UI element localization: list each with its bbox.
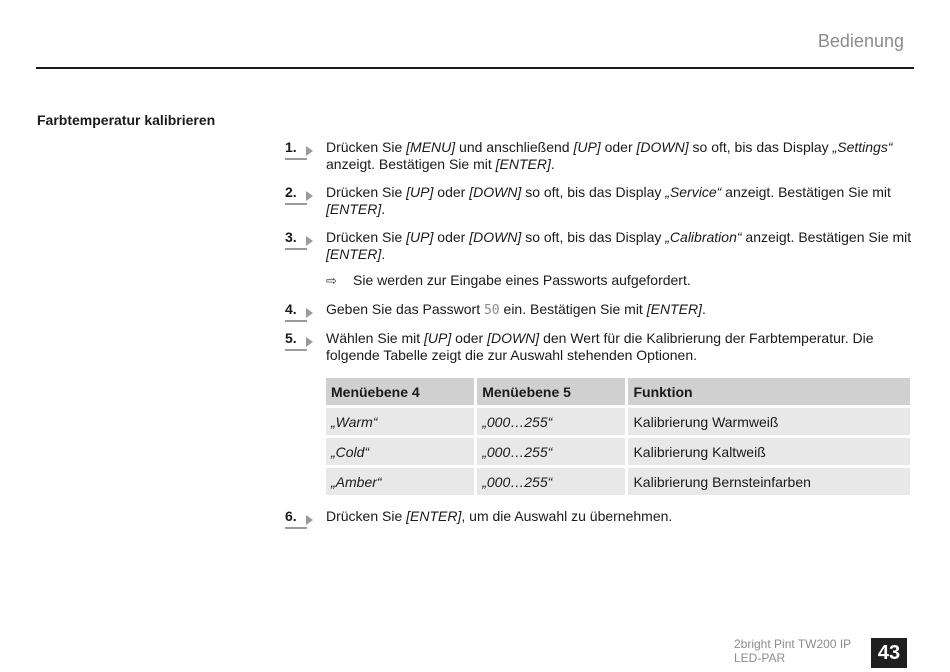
step-text: Drücken Sie [UP] oder [DOWN] so oft, bis das Display „Service“ anzeigt. Bestätigen Sie mit [ENTER]. xyxy=(326,184,891,217)
options-table xyxy=(323,375,913,498)
step-number-underline xyxy=(285,203,307,205)
table-row xyxy=(326,438,910,465)
step-arrow-icon xyxy=(306,146,313,156)
step-number: 3. xyxy=(285,229,297,245)
step-result-text: Sie werden zur Eingabe eines Passworts aufgefordert. xyxy=(353,272,691,288)
section-heading: Farbtemperatur kalibrieren xyxy=(37,112,216,128)
header-divider xyxy=(36,67,914,69)
step-1 xyxy=(285,139,915,173)
step-arrow-icon xyxy=(306,236,313,246)
table-cell: „Warm“ xyxy=(326,408,474,435)
step-2 xyxy=(285,184,915,218)
footer-product-line: LED-PAR xyxy=(734,651,786,665)
footer-product-line: 2bright Pint TW200 IP xyxy=(734,637,852,651)
step-arrow-icon xyxy=(306,191,313,201)
step-text: Geben Sie das Passwort 50 ein. Bestätigen Sie mit [ENTER]. xyxy=(326,301,706,318)
table-header-cell: Menüebene 4 xyxy=(326,378,474,405)
step-3 xyxy=(285,229,915,263)
step-arrow-icon xyxy=(306,337,313,347)
table-cell: „Amber“ xyxy=(326,468,474,495)
step-text: Drücken Sie [UP] oder [DOWN] so oft, bis das Display „Calibration“ anzeigt. Bestätigen Sie mit [ENTER]. xyxy=(326,229,912,262)
step-6 xyxy=(285,508,915,525)
step-5 xyxy=(285,330,915,364)
step-number-underline xyxy=(285,158,307,160)
step-number-underline xyxy=(285,320,307,322)
table-header-row xyxy=(326,378,910,405)
step-result xyxy=(285,272,915,289)
table-cell: Kalibrierung Kaltweiß xyxy=(628,438,910,465)
table-cell: „000…255“ xyxy=(477,468,625,495)
header-title: Bedienung xyxy=(817,31,904,51)
table-row xyxy=(326,468,910,495)
step-number-underline xyxy=(285,248,307,250)
step-number-underline xyxy=(285,349,307,351)
table-header-cell: Funktion xyxy=(628,378,910,405)
result-arrow-icon: ⇨ xyxy=(326,273,337,288)
step-number: 1. xyxy=(285,139,297,155)
step-number: 4. xyxy=(285,301,297,317)
table-cell: Kalibrierung Warmweiß xyxy=(628,408,910,435)
table-cell: „Cold“ xyxy=(326,438,474,465)
table-header-cell: Menüebene 5 xyxy=(477,378,625,405)
password-value: 50 xyxy=(483,303,500,318)
step-text: Drücken Sie [ENTER], um die Auswahl zu übernehmen. xyxy=(326,508,673,524)
step-number: 6. xyxy=(285,508,297,524)
table-cell: Kalibrierung Bernsteinfarben xyxy=(628,468,910,495)
step-arrow-icon xyxy=(306,515,313,525)
step-text: Drücken Sie [MENU] und anschließend [UP] oder [DOWN] so oft, bis das Display „Settings“ anzeigt. Bestätigen Sie mit [ENTER]. xyxy=(326,139,893,172)
step-4 xyxy=(285,301,915,319)
step-text: Wählen Sie mit [UP] oder [DOWN] den Wert für die Kalibrierung der Farbtemperatur. Die folgende Tabelle zeigt die zur Auswahl stehenden Optionen. xyxy=(326,330,874,363)
table-cell: „000…255“ xyxy=(477,438,625,465)
step-number: 2. xyxy=(285,184,297,200)
table-row xyxy=(326,408,910,435)
page-number: 43 xyxy=(871,638,907,668)
table-cell: „000…255“ xyxy=(477,408,625,435)
footer-product-name xyxy=(734,637,851,665)
step-number-underline xyxy=(285,527,307,529)
steps-list xyxy=(285,139,915,536)
step-number: 5. xyxy=(285,330,297,346)
step-arrow-icon xyxy=(306,308,313,318)
